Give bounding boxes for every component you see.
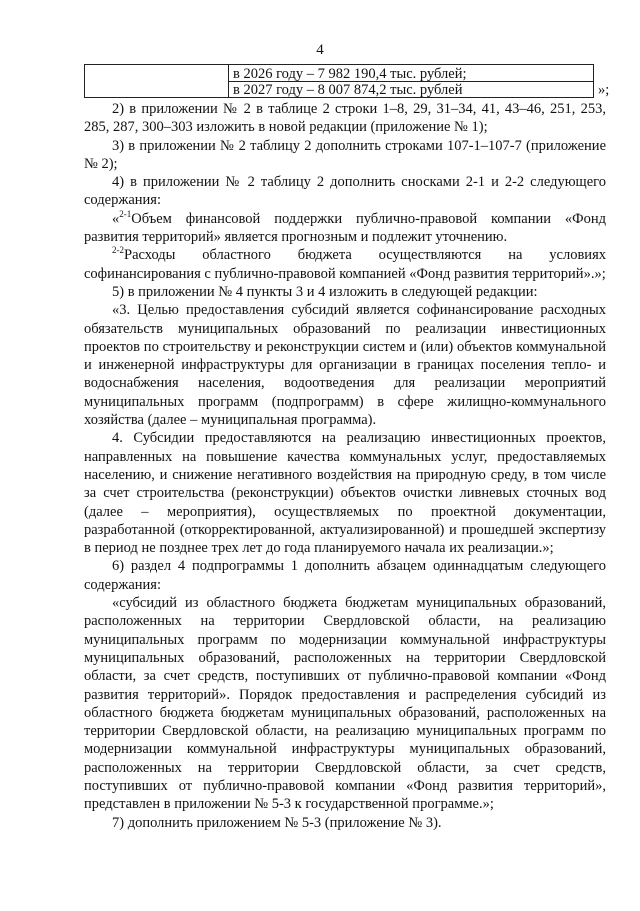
paragraph-6-quote: «субсидий из областного бюджета бюджетам муниципальных образований, расположенных на территории Свердловской области, на реализацию муниципальных программ по модернизации коммунальной инфраструктуры муниципальных образований, расположенных на территории Свердловской области, за счет средств, поступивших от публично-правовой компании «Фонд развития территорий». Порядок предоставления и распределения субсидий из областного бюджета бюджетам муниципальных образований, расположенных на территории Свердловской области, на реализацию муниципальных программ по модернизации коммунальной инфраструктуры муниципальных образований, расположенных на территории Свердловской области, за счет средств, поступивших от публично-правовой компании «Фонд развития территорий», представлен в приложении № 5-3 к государственной программе.»; bbox=[84, 595, 606, 813]
paragraph-2: 2) в приложении № 2 в таблице 2 строки 1–8, 29, 31–34, 41, 43–46, 251, 253, 285, 287, 300–303 изложить в новой редакции (приложение № 1); bbox=[84, 101, 606, 136]
footnote-2-1 bbox=[84, 210, 606, 247]
table-closing-quote: »; bbox=[598, 82, 610, 98]
document-body bbox=[84, 100, 606, 832]
footnote-mark-2-2: 2-2 bbox=[112, 245, 124, 256]
footnote-2-1-text: Объем финансовой поддержки публично-правовой компании «Фонд развития территорий» является прогнозным и подлежит уточнению. bbox=[84, 210, 606, 246]
table-cell-2027: в 2027 году – 8 007 874,2 тыс. рублей bbox=[233, 82, 463, 98]
footnote-2-2-text: Расходы областного бюджета осуществляются на условиях софинансирования с публично-правовой компанией «Фонд развития территорий».»; bbox=[84, 247, 606, 282]
paragraph-3: 3) в приложении № 2 таблицу 2 дополнить строками 107-1–107-7 (приложение № 2); bbox=[84, 137, 606, 172]
table-empty-cell bbox=[85, 65, 229, 97]
paragraph-5-item-3: «3. Целью предоставления субсидий является софинансирование расходных обязательств муниципальных образований по реализации инвестиционных проектов по строительству и реконструкции систем и (или) объектов коммунальной и инженерной инфраструктуры для организации в границах поселения тепло- и водоснабжения населения, водоотведения для реализации мероприятий муниципальных программ (подпрограмм) в сфере жилищно-коммунального хозяйства (далее – муниципальная программа). bbox=[84, 302, 606, 429]
paragraph-7: 7) дополнить приложением № 5-3 (приложение № 3). bbox=[112, 814, 442, 831]
paragraph-6: 6) раздел 4 подпрограммы 1 дополнить абзацем одиннадцатым следующего содержания: bbox=[84, 558, 606, 593]
paragraph-5: 5) в приложении № 4 пункты 3 и 4 изложить в следующей редакции: bbox=[112, 283, 538, 300]
footnote-mark-2-1: 2-1 bbox=[119, 208, 132, 219]
table-fragment bbox=[84, 64, 594, 98]
paragraph-5-item-4: 4. Субсидии предоставляются на реализацию инвестиционных проектов, направленных на повышение качества коммунальных услуг, предоставляемых населению, и снижение негативного воздействия на природную среду, в том числе за счет строительства (реконструкции) объектов очистки ливневых сточных вод (далее – мероприятия), осуществляемых по проектной документации, разработанной (откорректированной, актуализированной) и прошедшей экспертизу в период не позднее трех лет до года планируемого начала их реализации.»; bbox=[84, 430, 606, 557]
footnote-2-2 bbox=[84, 246, 606, 283]
footnote-open-quote: « bbox=[112, 210, 120, 227]
page-number: 4 bbox=[316, 42, 324, 58]
table-cell-2026: в 2026 году – 7 982 190,4 тыс. рублей; bbox=[233, 66, 467, 82]
paragraph-4: 4) в приложении № 2 таблицу 2 дополнить сносками 2-1 и 2-2 следующего содержания: bbox=[84, 174, 606, 209]
